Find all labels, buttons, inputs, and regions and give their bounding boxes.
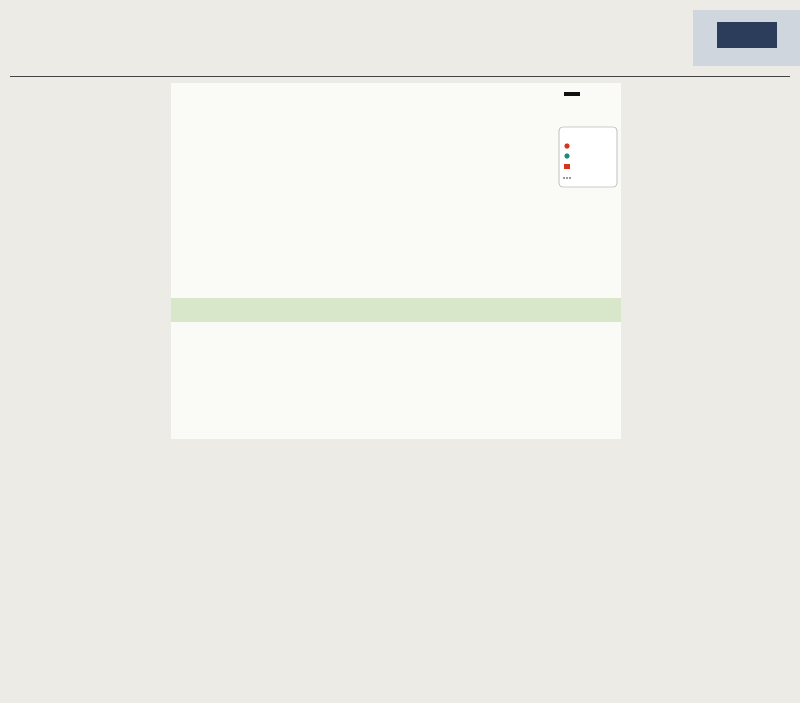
legend bbox=[559, 127, 617, 187]
masthead bbox=[0, 0, 800, 14]
ad-corner bbox=[693, 10, 800, 66]
ground-strip bbox=[171, 298, 621, 322]
outbreak-map bbox=[171, 83, 621, 439]
article-column-5 bbox=[629, 75, 781, 77]
outbreak-graphic bbox=[171, 83, 621, 439]
ad-text bbox=[717, 22, 777, 48]
